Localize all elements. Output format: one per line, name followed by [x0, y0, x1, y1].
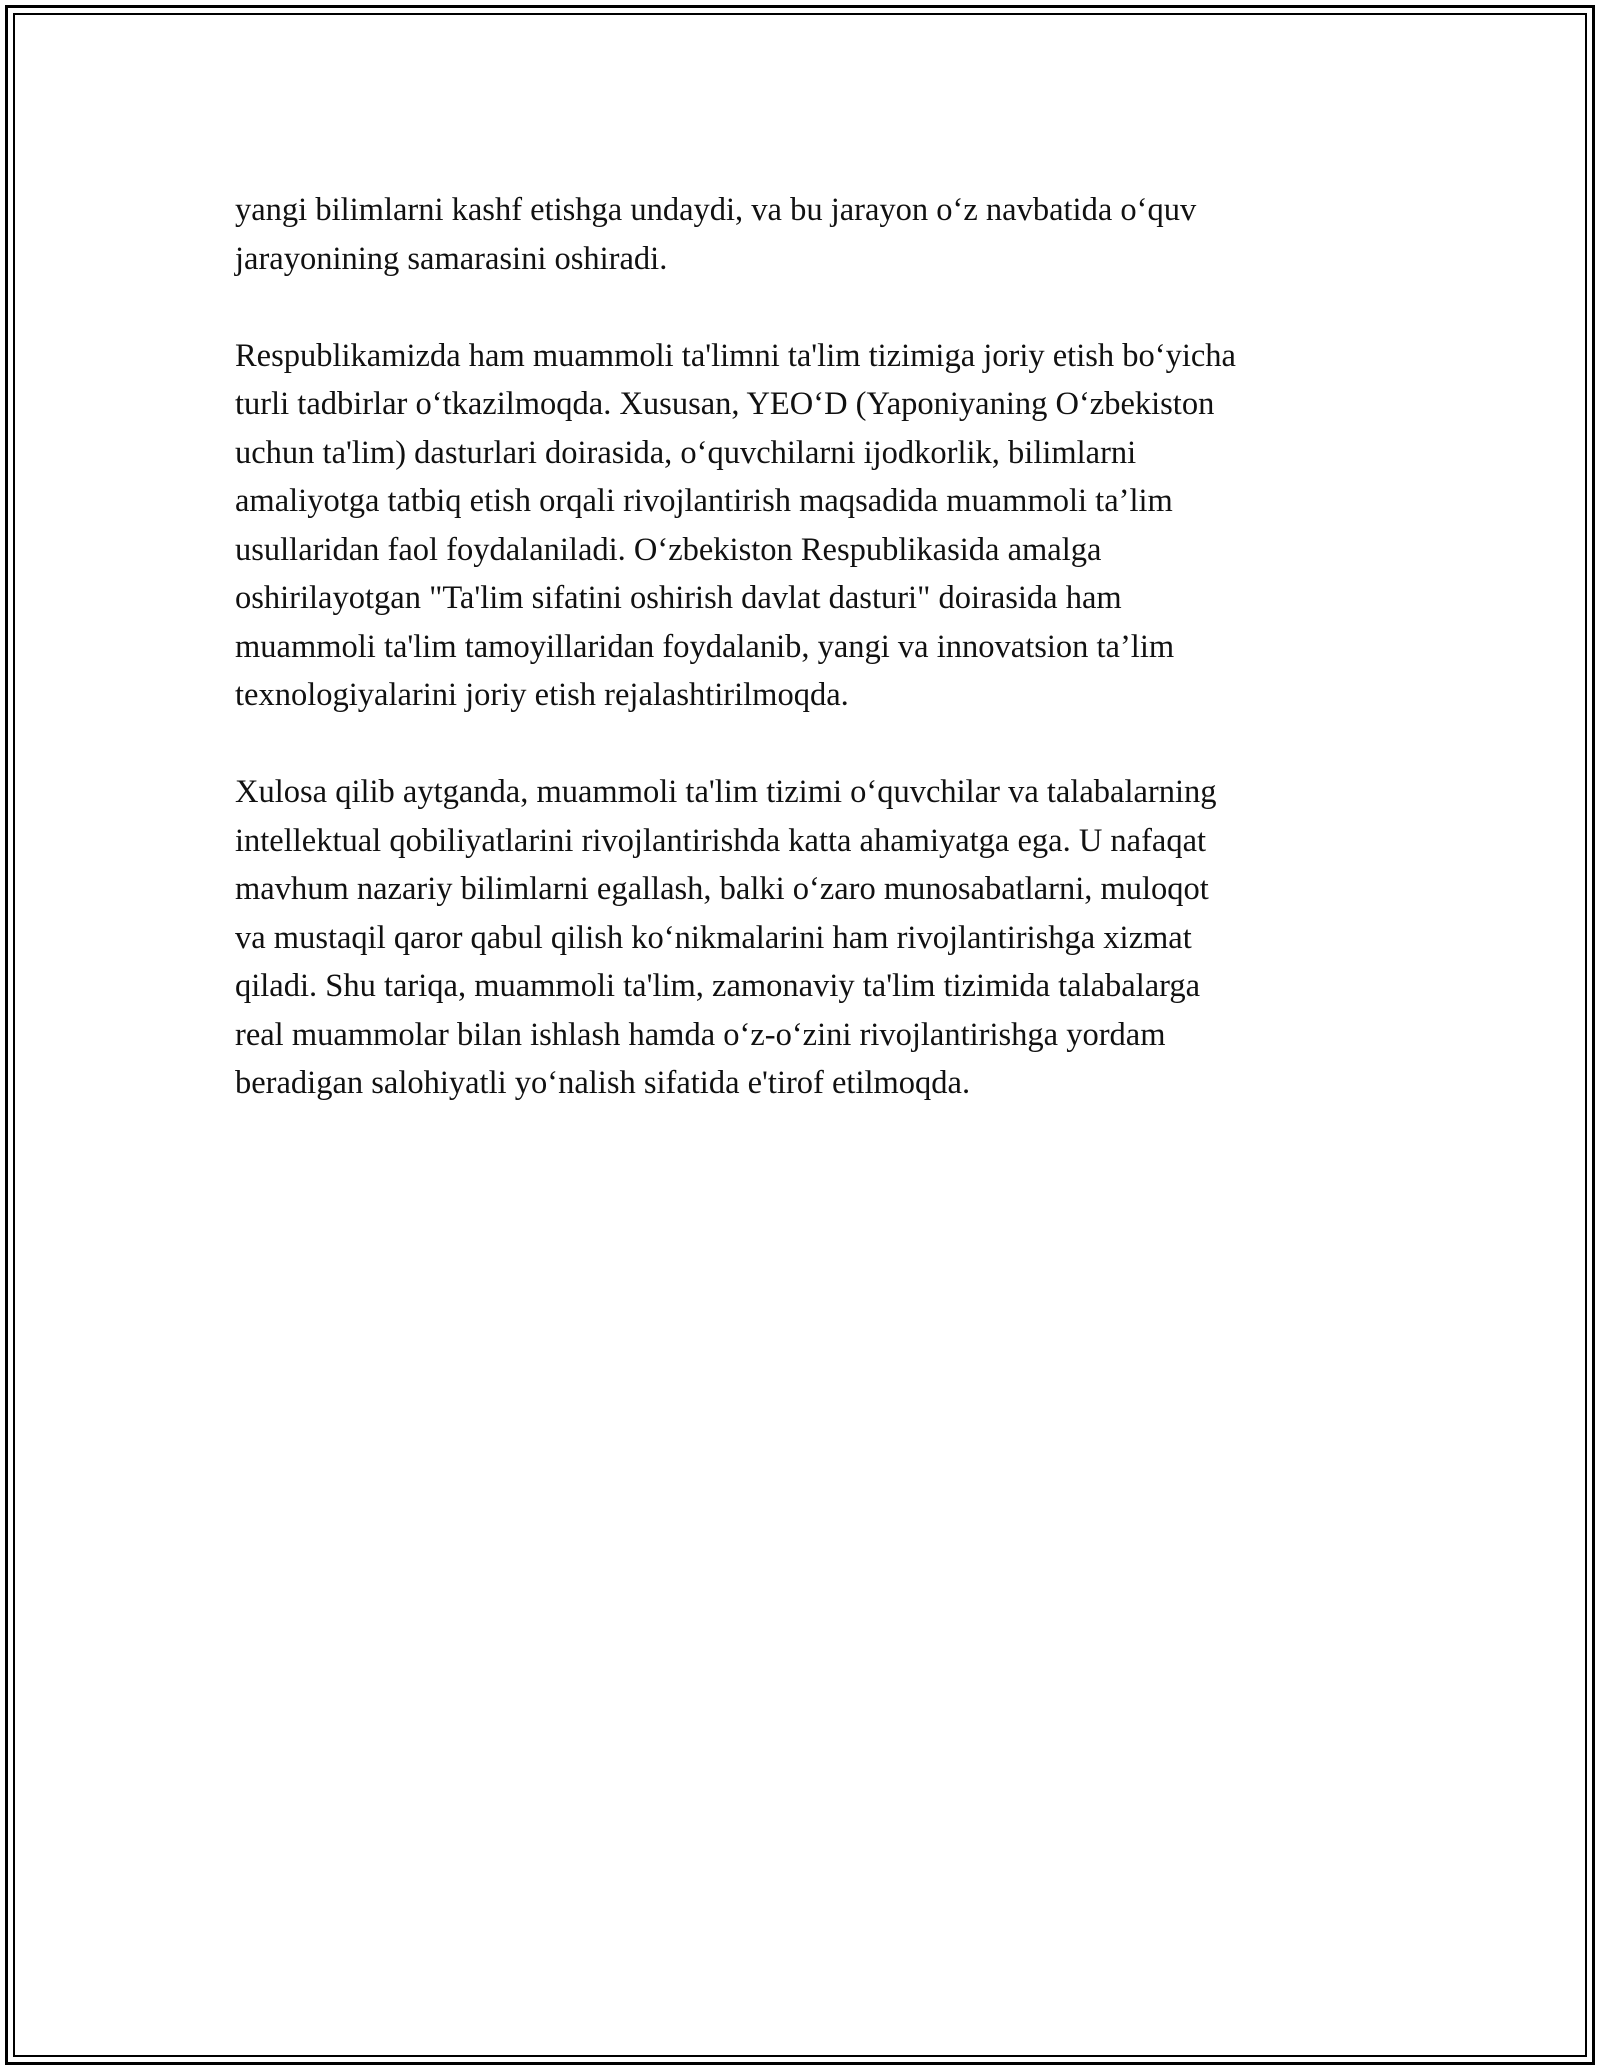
text-line: intellektual qobiliyatlarini rivojlantirishda katta ahamiyatga ega. U nafaqat — [235, 822, 1207, 859]
paragraph-3 — [235, 768, 1380, 1108]
text-line: amaliyotga tatbiq etish orqali rivojlantirish maqsadida muammoli ta’lim — [235, 483, 1173, 519]
text-line: turli tadbirlar o‘tkazilmoqda. Xususan, YEO‘D (Yaponiyaning O‘zbekiston — [235, 386, 1215, 422]
text-line: beradigan salohiyatli yo‘nalish sifatida e'tirof etilmoqda. — [235, 1065, 971, 1101]
text-line: jarayonining samarasini oshiradi. — [235, 240, 668, 277]
text-line: real muammolar bilan ishlash hamda o‘z-o‘zini rivojlantirishga yordam — [235, 1016, 1166, 1053]
document-body — [235, 186, 1380, 1108]
text-line: Xulosa qilib aytganda, muammoli ta'lim tizimi o‘quvchilar va talabalarning — [235, 774, 1217, 810]
text-line: mavhum nazariy bilimlarni egallash, balki o‘zaro munosabatlarni, muloqot — [235, 871, 1209, 907]
text-line: va mustaqil qaror qabul qilish ko‘nikmalarini ham rivojlantirishga xizmat — [235, 919, 1192, 956]
text-line: yangi bilimlarni kashf etishga undaydi, va bu jarayon o‘z navbatida o‘quv — [235, 192, 1197, 228]
paragraph-2 — [235, 332, 1380, 720]
text-line: Respublikamizda ham muammoli ta'limni ta'lim tizimiga joriy etish bo‘yicha — [235, 337, 1236, 374]
text-line: muammoli ta'lim tamoyillaridan foydalanib, yangi va innovatsion ta’lim — [235, 628, 1175, 665]
text-line: oshirilayotgan "Ta'lim sifatini oshirish davlat dasturi" doirasida ham — [235, 580, 1122, 616]
paragraph-1 — [235, 186, 1380, 283]
text-line: qiladi. Shu tariqa, muammoli ta'lim, zamonaviy ta'lim tizimida talabalarga — [235, 968, 1201, 1004]
text-line: usullaridan faol foydalaniladi. O‘zbekiston Respublikasida amalga — [235, 531, 1102, 568]
text-line: uchun ta'lim) dasturlari doirasida, o‘quvchilarni ijodkorlik, bilimlarni — [235, 434, 1137, 471]
text-line: texnologiyalarini joriy etish rejalashtirilmoqda. — [235, 677, 849, 713]
